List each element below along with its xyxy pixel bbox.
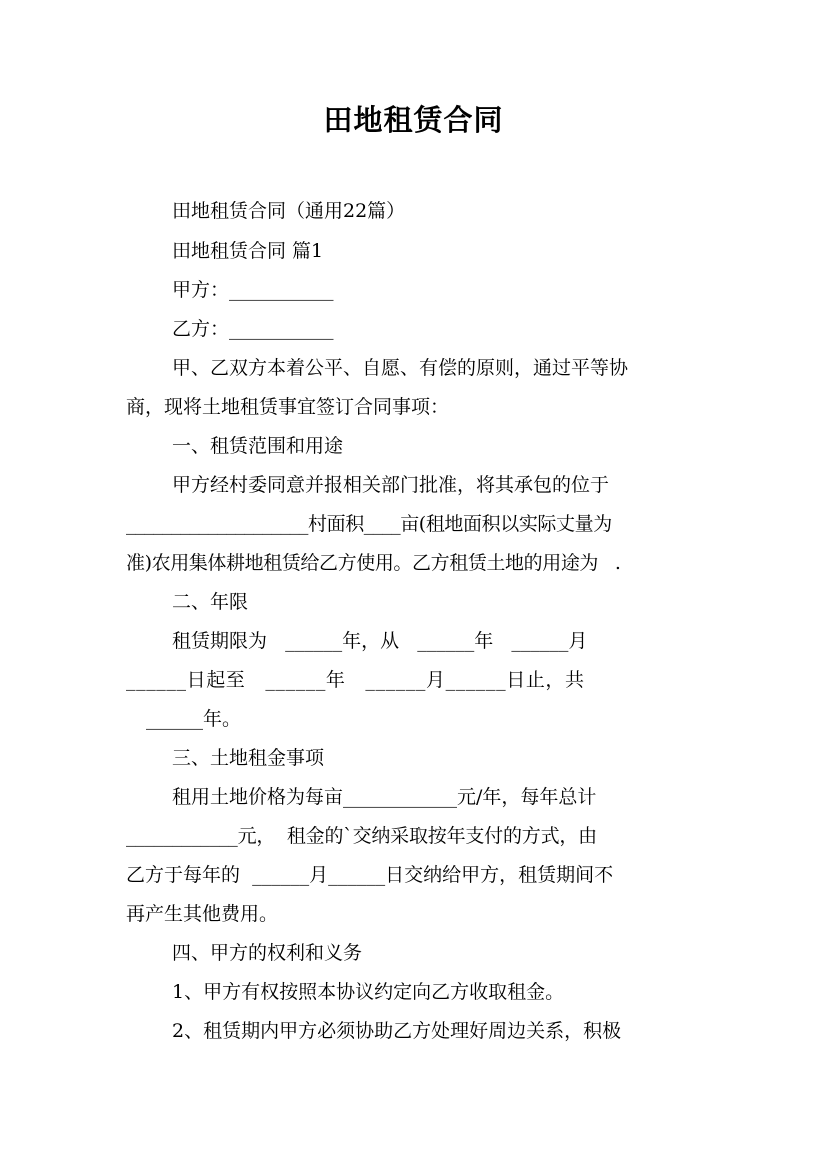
subtitle-line: 田地租赁合同（通用22篇） (172, 200, 406, 222)
paragraph-line: 租用土地价格为每亩____________元/年，每年总计 (172, 786, 597, 808)
paragraph-line: 商，现将土地租赁事宜签订合同事项： (126, 396, 450, 418)
paragraph-line: ______年。 (146, 708, 242, 730)
section-heading-1: 田地租赁合同 篇1 (172, 240, 324, 262)
paragraph-line: 2、租赁期内甲方必须协助乙方处理好周边关系，积极 (172, 1020, 622, 1042)
clause-heading: 四、甲方的权利和义务 (172, 942, 363, 964)
paragraph-line: 租赁期限为 ______年，从 ______年 ______月 (172, 630, 588, 652)
paragraph-line: 再产生其他费用。 (126, 903, 279, 925)
party-b-line: 乙方：___________ (172, 318, 334, 340)
paragraph-line: ____________________村面积____亩(租地面积以实际丈量为 (126, 513, 612, 535)
paragraph-line: 甲方经村委同意并报相关部门批准，将其承包的位于 (172, 474, 610, 496)
document-title: 田地租赁合同 (323, 103, 504, 137)
clause-heading: 二、年限 (172, 591, 249, 613)
paragraph-line: 甲、乙双方本着公平、自愿、有偿的原则，通过平等协 (172, 357, 629, 379)
paragraph-line: 1、甲方有权按照本协议约定向乙方收取租金。 (172, 981, 565, 1003)
paragraph-line: ______日起至 ______年 ______月______日止，共 (126, 669, 585, 691)
paragraph-line: 乙方于每年的 ______月______日交纳给甲方，租赁期间不 (126, 864, 614, 886)
paragraph-line: 准)农用集体耕地租赁给乙方使用。乙方租赁土地的用途为 . (126, 552, 621, 574)
paragraph-line: ____________元， 租金的`交纳采取按年支付的方式，由 (126, 825, 597, 847)
clause-heading: 一、租赁范围和用途 (172, 435, 344, 457)
party-a-line: 甲方：___________ (172, 279, 334, 301)
clause-heading: 三、土地租金事项 (172, 747, 325, 769)
